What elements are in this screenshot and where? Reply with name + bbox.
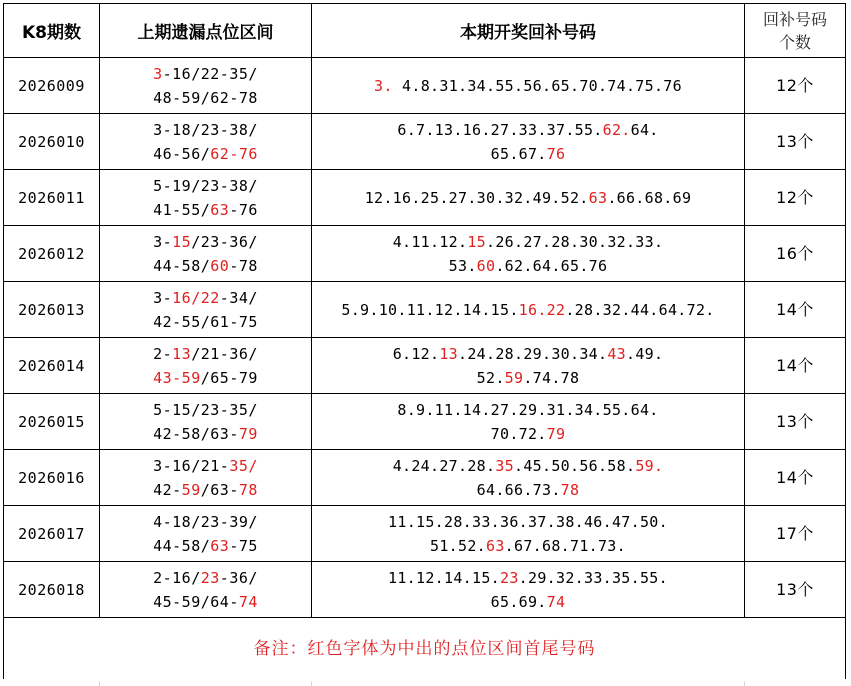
number-text: 65.67. [490,144,547,163]
period-cell: 2026014 [4,338,100,394]
highlighted-number: 23 [200,568,220,587]
range-cell [100,394,312,450]
table-row [4,114,846,170]
count-cell: 16个 [745,226,846,282]
period-cell: 2026015 [4,394,100,450]
highlighted-number: 62-76 [210,144,258,163]
number-text: 41-55/ [153,200,211,219]
numbers-cell [312,562,745,618]
period-cell: 2026018 [4,562,100,618]
count-cell: 13个 [745,562,846,618]
count-cell: 13个 [745,114,846,170]
number-text: /23-36/ [191,232,258,251]
header-numbers: 本期开奖回补号码 [312,4,745,58]
numbers-cell [312,282,745,338]
numbers-cell [312,506,745,562]
highlighted-number: 59 [181,480,201,499]
number-text: 2- [153,344,173,363]
number-text: -16/22-35/ [162,64,258,83]
number-text: 11.12.14.15. [388,568,500,587]
number-text: 4.11.12. [392,232,468,251]
number-text: /63- [200,480,239,499]
numbers-cell [312,170,745,226]
range-line-2 [100,534,311,558]
numbers-line-2 [312,142,744,166]
highlighted-number: 63 [210,536,230,555]
number-text: 64.66.73. [476,480,561,499]
table-row [4,58,846,114]
range-cell [100,562,312,618]
table-row [4,226,846,282]
numbers-cell [312,226,745,282]
highlighted-number: 62. [602,120,631,139]
highlighted-number: 3 [153,64,163,83]
range-cell [100,506,312,562]
numbers-line-2 [312,366,744,390]
numbers-cell [312,58,745,114]
numbers-line-1 [312,566,744,590]
range-cell [100,58,312,114]
count-cell: 17个 [745,506,846,562]
header-count-line2: 个数 [778,32,811,52]
numbers-line-2 [312,590,744,614]
period-cell: 2026010 [4,114,100,170]
table-row [4,562,846,618]
highlighted-number: 3. [374,76,393,95]
numbers-line-1 [312,230,744,254]
range-line-2 [100,478,311,502]
number-text: -76 [229,200,258,219]
number-text: -36/ [219,568,258,587]
highlighted-number: 43-59 [153,368,201,387]
table-row [4,450,846,506]
highlighted-number: 63 [486,536,505,555]
range-line-2 [100,86,311,110]
number-text: 3-16/21- [153,456,230,475]
lottery-table [3,3,846,679]
numbers-line-1 [312,118,744,142]
header-period: K8期数 [4,4,100,58]
header-count-line1: 回补号码 [762,9,827,29]
number-text: 11.15.28.33.36.37.38.46.47.50. [388,512,668,531]
table-row [4,394,846,450]
highlighted-number: 59. [635,456,664,475]
range-line-2 [100,422,311,446]
period-cell: 2026017 [4,506,100,562]
number-text: 42-55/61-75 [153,312,258,331]
numbers-cell [312,114,745,170]
number-text: 65.69. [490,592,547,611]
highlighted-number: 59 [504,368,524,387]
numbers-line-2 [312,422,744,446]
number-text: /21-36/ [191,344,258,363]
number-text: 4.8.31.34.55.56.65.70.74.75.76 [392,76,682,95]
table-row [4,170,846,226]
highlighted-number: 79 [238,424,258,443]
range-line-1 [100,398,311,422]
range-cell [100,170,312,226]
period-cell: 2026016 [4,450,100,506]
highlighted-number: 13 [172,344,192,363]
number-text: 2-16/ [153,568,201,587]
numbers-cell [312,450,745,506]
header-range: 上期遗漏点位区间 [100,4,312,58]
highlighted-number: 63 [210,200,230,219]
number-text: 12.16.25.27.30.32.49.52. [364,188,589,207]
highlighted-number: 43 [607,344,626,363]
number-text: .28.32.44.64.72. [565,300,715,319]
number-text: .74.78 [523,368,580,387]
highlighted-number: 35/ [229,456,258,475]
numbers-line-2 [312,254,744,278]
number-text: -78 [229,256,258,275]
highlighted-number: 60 [476,256,496,275]
number-text: 5-19/23-38/ [153,176,258,195]
range-line-2 [100,590,311,614]
number-text: 52. [476,368,505,387]
highlighted-number: 15 [172,232,192,251]
highlighted-number: 74 [238,592,258,611]
range-line-1 [100,62,311,86]
numbers-line-1 [312,186,744,210]
range-line-1 [100,174,311,198]
period-cell: 2026011 [4,170,100,226]
range-line-1 [100,566,311,590]
count-cell: 12个 [745,170,846,226]
number-text: 42- [153,480,182,499]
header-row [4,4,846,58]
highlighted-number: 74 [546,592,566,611]
number-text: 4-18/23-39/ [153,512,258,531]
number-text: 6.12. [392,344,440,363]
header-count [745,4,846,58]
number-text: 6.7.13.16.27.33.37.55. [397,120,603,139]
number-text: -34/ [219,288,258,307]
numbers-line-1 [312,510,744,534]
range-line-2 [100,254,311,278]
sheet-gridlines [3,681,845,686]
numbers-cell [312,394,745,450]
numbers-line-1 [312,398,744,422]
range-line-1 [100,118,311,142]
number-text: .29.32.33.35.55. [518,568,668,587]
number-text: 70.72. [490,424,547,443]
number-text: 5-15/23-35/ [153,400,258,419]
range-line-1 [100,342,311,366]
number-text: 3- [153,232,173,251]
number-text: 64. [630,120,659,139]
number-text: 53. [448,256,477,275]
numbers-line-2 [312,534,744,558]
highlighted-number: 16/22 [172,288,220,307]
range-line-2 [100,142,311,166]
number-text: 45-59/64- [153,592,239,611]
range-cell [100,226,312,282]
number-text: 5.9.10.11.12.14.15. [341,300,519,319]
highlighted-number: 63 [588,188,608,207]
table-row [4,282,846,338]
number-text: 48-59/62-78 [153,88,258,107]
note-row [4,618,846,680]
range-line-1 [100,454,311,478]
range-cell [100,282,312,338]
number-text: 8.9.11.14.27.29.31.34.55.64. [397,400,659,419]
highlighted-number: 78 [560,480,580,499]
number-text: .26.27.28.30.32.33. [486,232,664,251]
number-text: .49. [625,344,664,363]
number-text: .62.64.65.76 [495,256,608,275]
numbers-line-2 [312,478,744,502]
number-text: .67.68.71.73. [504,536,626,555]
numbers-line-1 [312,74,744,98]
numbers-line-1 [312,454,744,478]
highlighted-number: 79 [546,424,566,443]
highlighted-number: 76 [546,144,566,163]
numbers-cell [312,338,745,394]
number-text: /65-79 [200,368,258,387]
note-text: 备注：红色字体为中出的点位区间首尾号码 [4,618,846,680]
number-text: .45.50.56.58. [514,456,636,475]
count-cell: 13个 [745,394,846,450]
period-cell: 2026013 [4,282,100,338]
table-row [4,338,846,394]
table-row [4,506,846,562]
number-text: .66.68.69 [607,188,692,207]
number-text: 3-18/23-38/ [153,120,258,139]
highlighted-number: 15 [467,232,487,251]
range-line-2 [100,366,311,390]
numbers-line-1 [312,342,744,366]
number-text: -75 [229,536,258,555]
range-line-2 [100,310,311,334]
count-cell: 14个 [745,282,846,338]
period-cell: 2026012 [4,226,100,282]
number-text: .24.28.29.30.34. [458,344,608,363]
number-text: 4.24.27.28. [392,456,496,475]
highlighted-number: 60 [210,256,230,275]
range-line-1 [100,230,311,254]
highlighted-number: 13 [439,344,459,363]
number-text: 46-56/ [153,144,211,163]
count-cell: 12个 [745,58,846,114]
number-text: 42-58/63- [153,424,239,443]
highlighted-number: 78 [238,480,258,499]
count-cell: 14个 [745,450,846,506]
range-cell [100,114,312,170]
number-text: 44-58/ [153,256,211,275]
range-line-1 [100,510,311,534]
number-text: 3- [153,288,173,307]
range-cell [100,450,312,506]
range-line-1 [100,286,311,310]
range-line-2 [100,198,311,222]
highlighted-number: 23 [500,568,519,587]
highlighted-number: 35 [495,456,514,475]
number-text: 44-58/ [153,536,211,555]
range-cell [100,338,312,394]
highlighted-number: 16.22 [518,300,566,319]
count-cell: 14个 [745,338,846,394]
number-text: 51.52. [430,536,486,555]
numbers-line-1 [312,298,744,322]
period-cell: 2026009 [4,58,100,114]
